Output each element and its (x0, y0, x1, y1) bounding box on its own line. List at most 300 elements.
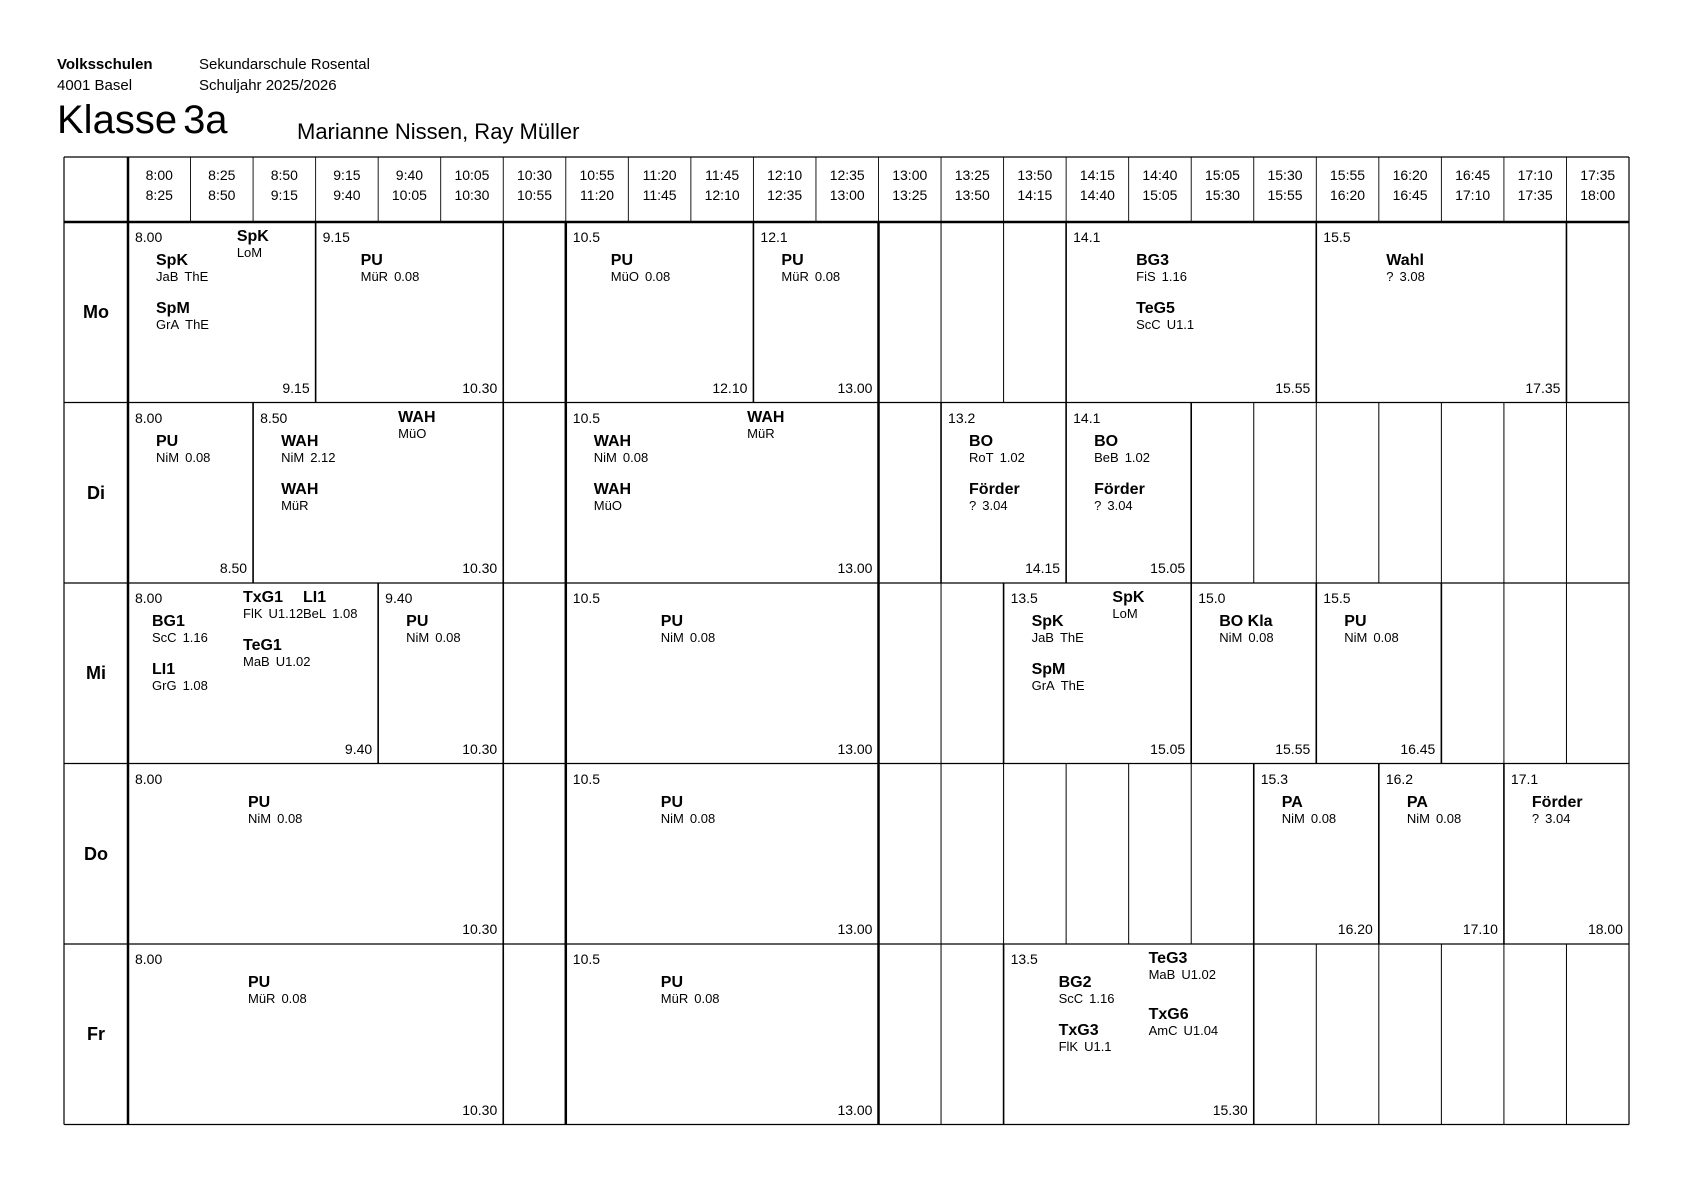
time-slot-header (1566, 165, 1629, 205)
time-slot-header (1316, 165, 1379, 205)
day-label: Fr (87, 1024, 105, 1045)
lesson-subject: PU (156, 432, 179, 450)
lesson-entry (156, 433, 210, 465)
lesson-meta (1219, 631, 1273, 645)
slot-end-time: 15:05 (1142, 187, 1178, 203)
lesson-room: 3.08 (1399, 269, 1425, 284)
time-slot-header (816, 165, 879, 205)
block-start-time: 10.5 (572, 770, 601, 787)
slot-end-time: 13:50 (954, 187, 990, 203)
lesson-subject: PU (248, 793, 271, 811)
slot-start-time: 16:20 (1392, 167, 1428, 183)
lesson-teacher: MüR (781, 269, 809, 284)
slot-end-time: 12:10 (704, 187, 740, 203)
time-slot-header (1379, 165, 1442, 205)
lesson-teacher: NiM (281, 449, 305, 465)
lesson-entry (406, 613, 460, 645)
time-slot-header (879, 165, 942, 205)
lesson-block (566, 944, 879, 1125)
lesson-room: 0.08 (394, 269, 420, 284)
lesson-room: 0.08 (1435, 810, 1462, 826)
lesson-teacher: FlK (1058, 1039, 1079, 1054)
lesson-meta (594, 499, 631, 513)
slot-start-time: 8:50 (270, 167, 298, 183)
block-start-time: 10.5 (572, 590, 601, 606)
slot-start-time: 11:20 (642, 167, 677, 183)
slot-end-time: 15:30 (1204, 187, 1240, 203)
block-start-time: 17.1 (1510, 770, 1539, 787)
block-start-time: 8.00 (135, 770, 163, 787)
lesson-entry (594, 433, 648, 465)
lesson-room: 0.08 (281, 991, 307, 1006)
slot-end-time: 16:45 (1392, 187, 1428, 203)
lesson-entry (303, 589, 357, 621)
block-end-time: 15.05 (1150, 740, 1186, 757)
lesson-entry (1094, 481, 1145, 513)
org-name: Volksschulen (57, 56, 153, 73)
lesson-meta (1532, 812, 1583, 826)
time-slot-header (1004, 165, 1067, 205)
lesson-meta (1136, 270, 1187, 284)
slot-start-time: 10:05 (454, 167, 490, 183)
lesson-entry (156, 300, 209, 332)
lesson-block (753, 222, 878, 403)
day-label: Do (84, 843, 108, 864)
lesson-teacher: MaB (243, 654, 270, 669)
lesson-subject: SpK (236, 228, 269, 245)
lesson-entry (1032, 613, 1084, 645)
lesson-room: U1.12 (268, 606, 304, 621)
lesson-subject: WAH (281, 432, 319, 450)
lesson-block (1066, 222, 1316, 403)
lesson-room: ThE (1059, 630, 1084, 645)
lesson-subject: WAH (593, 432, 632, 450)
lesson-subject: LI1 (303, 589, 327, 606)
lesson-teacher: BeB (1094, 449, 1119, 465)
lesson-room: 0.08 (1373, 630, 1399, 645)
lesson-teacher: RoT (969, 449, 994, 465)
lesson-subject: SpK (1031, 613, 1064, 630)
lesson-entry (1219, 613, 1273, 645)
block-end-time: 13.00 (837, 921, 873, 937)
lesson-subject: Wahl (1386, 252, 1424, 269)
time-slot-header (316, 165, 379, 205)
lesson-teacher: NiM (660, 630, 684, 645)
slot-start-time: 13:00 (892, 167, 928, 183)
slot-end-time: 8:50 (208, 187, 236, 203)
lesson-subject: PU (360, 252, 383, 269)
lesson-subject: PA (1406, 793, 1428, 811)
lesson-teacher: ScC (1058, 991, 1084, 1006)
lesson-meta (152, 679, 208, 693)
block-start-time: 13.2 (948, 409, 976, 426)
lesson-block (1316, 222, 1566, 403)
slot-end-time: 13:00 (829, 187, 865, 203)
lesson-meta (1094, 451, 1150, 465)
class-word: Klasse (57, 98, 178, 142)
lesson-meta (1136, 318, 1194, 332)
lesson-subject: BG3 (1136, 252, 1170, 269)
lesson-entry (1386, 252, 1425, 284)
lesson-meta (281, 451, 335, 465)
block-end-time: 15.30 (1212, 1101, 1248, 1118)
lesson-block (128, 764, 503, 945)
lesson-room: 0.08 (277, 810, 303, 826)
lesson-room: U1.02 (275, 654, 311, 669)
lesson-meta (361, 270, 420, 284)
slot-start-time: 16:45 (1455, 167, 1491, 183)
lesson-room: 2.12 (310, 449, 336, 465)
lesson-meta (1032, 679, 1085, 693)
block-start-time: 8.00 (135, 590, 163, 606)
lesson-teacher: NiM (1219, 630, 1243, 645)
lesson-subject: WAH (593, 480, 632, 498)
lesson-meta (1059, 992, 1115, 1006)
lesson-room: 0.08 (1248, 630, 1274, 645)
lesson-teacher: GrG (152, 678, 177, 693)
time-slot-header (128, 165, 191, 205)
lesson-room: 0.08 (694, 991, 720, 1006)
block-end-time: 17.10 (1462, 921, 1498, 937)
lesson-block (566, 403, 879, 584)
lesson-meta (156, 318, 209, 332)
lesson-teacher: ScC (152, 630, 177, 645)
slot-end-time: 14:15 (1017, 187, 1053, 203)
lesson-entry (661, 794, 715, 826)
lesson-subject: WAH (281, 480, 319, 498)
lesson-entry (611, 252, 670, 284)
block-start-time: 15.3 (1260, 770, 1288, 787)
time-slot-header (378, 165, 441, 205)
lesson-subject: PU (248, 974, 271, 991)
lesson-entry (156, 252, 208, 284)
lesson-subject: BO (1094, 432, 1119, 450)
time-slot-header (441, 165, 504, 205)
lesson-room: 0.08 (435, 630, 461, 645)
lesson-meta (243, 655, 310, 669)
lesson-entry (747, 409, 784, 441)
block-start-time: 14.1 (1073, 229, 1101, 245)
lesson-teacher: MüR (360, 269, 389, 284)
lesson-meta (661, 631, 715, 645)
lesson-meta (243, 607, 303, 621)
lesson-meta (1059, 1040, 1112, 1054)
slot-end-time: 9:15 (270, 187, 298, 203)
block-start-time: 15.5 (1323, 229, 1351, 245)
lesson-teacher: MüR (660, 991, 689, 1006)
lesson-teacher: LoM (1112, 606, 1138, 621)
block-end-time: 16.45 (1400, 740, 1436, 757)
lesson-entry (969, 481, 1020, 513)
lesson-meta (1386, 270, 1425, 284)
block-end-time: 13.00 (837, 1101, 873, 1118)
lesson-entry (781, 252, 840, 284)
lesson-room: 1.16 (1161, 269, 1187, 284)
lesson-subject: WAH (398, 408, 436, 426)
lesson-meta (281, 499, 318, 513)
lesson-entry (1149, 1006, 1219, 1038)
lesson-subject: SpK (1112, 589, 1145, 606)
block-end-time: 14.15 (1025, 560, 1061, 576)
lesson-subject: TeG3 (1148, 950, 1188, 967)
time-slot-header (1129, 165, 1192, 205)
lesson-room: 1.08 (182, 678, 208, 693)
lesson-block (128, 944, 503, 1125)
time-slot-header (1191, 165, 1254, 205)
lesson-subject: TxG1 (243, 589, 284, 606)
time-slot-header (566, 165, 629, 205)
slot-start-time: 8:25 (208, 167, 236, 183)
lesson-meta (1112, 607, 1144, 621)
slot-start-time: 12:10 (767, 167, 803, 183)
time-slot-header (1504, 165, 1567, 205)
slot-end-time: 17:35 (1517, 187, 1553, 203)
lesson-subject: PU (610, 252, 634, 269)
block-end-time: 10.30 (462, 740, 498, 757)
block-start-time: 8.00 (135, 229, 163, 245)
slot-start-time: 13:25 (954, 167, 990, 183)
lesson-meta (781, 270, 840, 284)
slot-end-time: 10:55 (516, 187, 553, 203)
block-start-time: 8.50 (260, 409, 288, 426)
slot-end-time: 15:55 (1267, 187, 1303, 203)
lesson-room: 0.08 (689, 810, 716, 826)
lesson-entry (243, 637, 310, 669)
lesson-teacher: JaB (1031, 630, 1054, 645)
lesson-entry (1282, 794, 1336, 826)
lesson-room: ThE (1060, 678, 1085, 693)
slot-start-time: 10:55 (579, 167, 615, 183)
lesson-teacher: NiM (406, 630, 430, 645)
lesson-room: 1.02 (1124, 449, 1151, 465)
slot-end-time: 11:45 (642, 187, 677, 203)
lesson-teacher: ScC (1136, 317, 1161, 332)
lesson-meta (747, 427, 784, 441)
slot-end-time: 8:25 (145, 187, 173, 203)
lesson-block (566, 583, 879, 764)
lesson-meta (969, 499, 1020, 513)
lesson-teacher: FlK (243, 606, 263, 621)
lesson-block (1004, 944, 1254, 1125)
time-slot-header (503, 165, 566, 205)
lesson-room: 1.08 (332, 606, 358, 621)
lesson-room: 0.08 (814, 269, 841, 284)
lesson-room: 1.02 (999, 449, 1025, 465)
lesson-entry (969, 433, 1025, 465)
slot-end-time: 13:25 (892, 187, 928, 203)
lesson-teacher: BeL (303, 606, 327, 621)
lesson-entry (1112, 589, 1144, 621)
day-label: Di (87, 482, 105, 503)
lesson-subject: SpM (156, 300, 190, 317)
block-start-time: 13.5 (1010, 951, 1038, 967)
lesson-subject: TxG6 (1148, 1006, 1189, 1023)
lesson-entry (1032, 661, 1085, 693)
time-slot-header (691, 165, 754, 205)
block-end-time: 16.20 (1337, 921, 1373, 937)
time-slot-header (941, 165, 1004, 205)
time-slot-header (628, 165, 691, 205)
block-start-time: 13.5 (1010, 590, 1038, 606)
lesson-meta (661, 812, 715, 826)
lesson-entry (243, 589, 303, 621)
lesson-meta (594, 451, 648, 465)
lesson-meta (1407, 812, 1461, 826)
slot-end-time: 10:30 (454, 187, 490, 203)
lesson-subject: BO (969, 432, 994, 450)
lesson-room: 3.04 (1107, 497, 1133, 513)
lesson-meta (1094, 499, 1145, 513)
lesson-subject: Förder (1531, 793, 1583, 811)
lesson-teacher: FiS (1136, 269, 1156, 284)
lesson-teacher: ? (969, 497, 977, 513)
lesson-subject: PU (781, 252, 804, 269)
day-label: Mo (83, 302, 109, 323)
lesson-room: 3.04 (982, 497, 1008, 513)
lesson-entry (661, 613, 715, 645)
slot-start-time: 14:15 (1079, 167, 1115, 183)
class-teachers: Marianne Nissen, Ray Müller (297, 119, 580, 144)
lesson-meta (1149, 968, 1216, 982)
lesson-entry (248, 974, 307, 1006)
slot-end-time: 10:05 (391, 187, 427, 203)
lesson-block (128, 583, 378, 764)
lesson-block (1316, 583, 1441, 764)
lesson-room: 1.16 (182, 630, 208, 645)
lesson-teacher: MüR (248, 991, 276, 1006)
block-end-time: 13.00 (837, 560, 873, 576)
school-name: Sekundarschule Rosental (199, 56, 370, 73)
lesson-entry (248, 794, 302, 826)
lesson-room: 1.16 (1089, 991, 1115, 1006)
lesson-teacher: MüO (398, 425, 427, 441)
slot-end-time: 16:20 (1330, 187, 1366, 203)
lesson-meta (969, 451, 1025, 465)
lesson-subject: PU (406, 613, 429, 630)
block-start-time: 15.0 (1198, 590, 1226, 606)
lesson-teacher: NiM (156, 449, 180, 465)
lesson-block (128, 403, 253, 584)
lesson-subject: PU (660, 613, 684, 630)
lesson-teacher: MaB (1148, 967, 1176, 982)
day-label: Mi (86, 663, 106, 684)
lesson-block (566, 222, 754, 403)
lesson-subject: TxG3 (1058, 1022, 1099, 1039)
lesson-teacher: NiM (1406, 810, 1430, 826)
lesson-subject: BG1 (152, 613, 185, 630)
lesson-entry (1407, 794, 1461, 826)
block-start-time: 9.15 (322, 229, 350, 245)
slot-start-time: 12:35 (829, 167, 865, 183)
lesson-subject: PU (660, 793, 684, 811)
block-start-time: 16.2 (1385, 770, 1414, 787)
lesson-room: 0.08 (185, 449, 211, 465)
lesson-entry (398, 409, 435, 441)
slot-start-time: 10:30 (516, 167, 553, 183)
lesson-room: 3.04 (1545, 810, 1571, 826)
slot-start-time: 14:40 (1142, 167, 1178, 183)
slot-end-time: 17:10 (1455, 187, 1491, 203)
slot-end-time: 14:40 (1079, 187, 1115, 203)
time-slot-header (253, 165, 316, 205)
lesson-entry (1059, 974, 1115, 1006)
lesson-block (1004, 583, 1192, 764)
block-end-time: 9.15 (282, 379, 310, 396)
slot-start-time: 15:05 (1204, 167, 1240, 183)
lesson-teacher: JaB (156, 269, 179, 284)
lesson-meta (398, 427, 435, 441)
lesson-block (1066, 403, 1191, 584)
lesson-meta (152, 631, 208, 645)
block-end-time: 9.40 (344, 740, 373, 757)
lesson-subject: LI1 (152, 661, 176, 678)
slot-end-time: 11:20 (580, 187, 615, 203)
lesson-meta (156, 451, 210, 465)
lesson-room: U1.1 (1166, 317, 1195, 332)
lesson-teacher: ? (1386, 269, 1394, 284)
block-end-time: 13.00 (837, 740, 873, 757)
lesson-subject: PA (1281, 793, 1303, 811)
lesson-teacher: GrA (1031, 678, 1055, 693)
lesson-subject: BO Kla (1219, 613, 1273, 630)
lesson-block (1379, 764, 1504, 945)
lesson-teacher: NiM (1281, 810, 1305, 826)
block-end-time: 18.00 (1587, 921, 1623, 937)
lesson-entry (152, 661, 208, 693)
slot-start-time: 9:40 (395, 167, 424, 183)
block-end-time: 13.00 (837, 379, 873, 396)
school-year: Schuljahr 2025/2026 (199, 77, 337, 94)
class-name: 3a (183, 98, 228, 142)
lesson-room: 0.08 (689, 630, 716, 645)
slot-start-time: 15:55 (1330, 167, 1366, 183)
lesson-entry (594, 481, 631, 513)
lesson-room: 0.08 (1310, 810, 1337, 826)
block-start-time: 9.40 (385, 590, 413, 606)
lesson-subject: WAH (747, 408, 785, 426)
lesson-subject: PU (660, 974, 684, 991)
slot-start-time: 17:10 (1517, 167, 1553, 183)
lesson-subject: TeG1 (243, 637, 282, 654)
slot-start-time: 13:50 (1017, 167, 1053, 183)
slot-start-time: 15:30 (1267, 167, 1303, 183)
lesson-meta (1344, 631, 1398, 645)
block-end-time: 10.30 (462, 921, 498, 937)
lesson-teacher: ? (1094, 497, 1102, 513)
lesson-entry (1149, 950, 1216, 982)
lesson-entry (1136, 300, 1194, 332)
lesson-entry (152, 613, 208, 645)
lesson-meta (303, 607, 357, 621)
block-start-time: 15.5 (1323, 590, 1351, 606)
lesson-entry (1136, 252, 1187, 284)
lesson-teacher: NiM (593, 449, 617, 465)
lesson-block (1191, 583, 1316, 764)
block-start-time: 10.5 (572, 951, 601, 967)
time-slot-header (1441, 165, 1504, 205)
lesson-subject: SpM (1031, 661, 1066, 678)
lesson-block (253, 403, 503, 584)
lesson-room: ThE (185, 317, 209, 332)
lesson-meta (248, 812, 302, 826)
slot-end-time: 18:00 (1580, 187, 1616, 203)
lesson-subject: BG2 (1058, 974, 1092, 991)
lesson-room: 0.08 (622, 449, 649, 465)
lesson-block (1254, 764, 1379, 945)
lesson-room: ThE (184, 269, 209, 284)
lesson-room: U1.02 (1181, 967, 1217, 982)
lesson-entry (361, 252, 420, 284)
